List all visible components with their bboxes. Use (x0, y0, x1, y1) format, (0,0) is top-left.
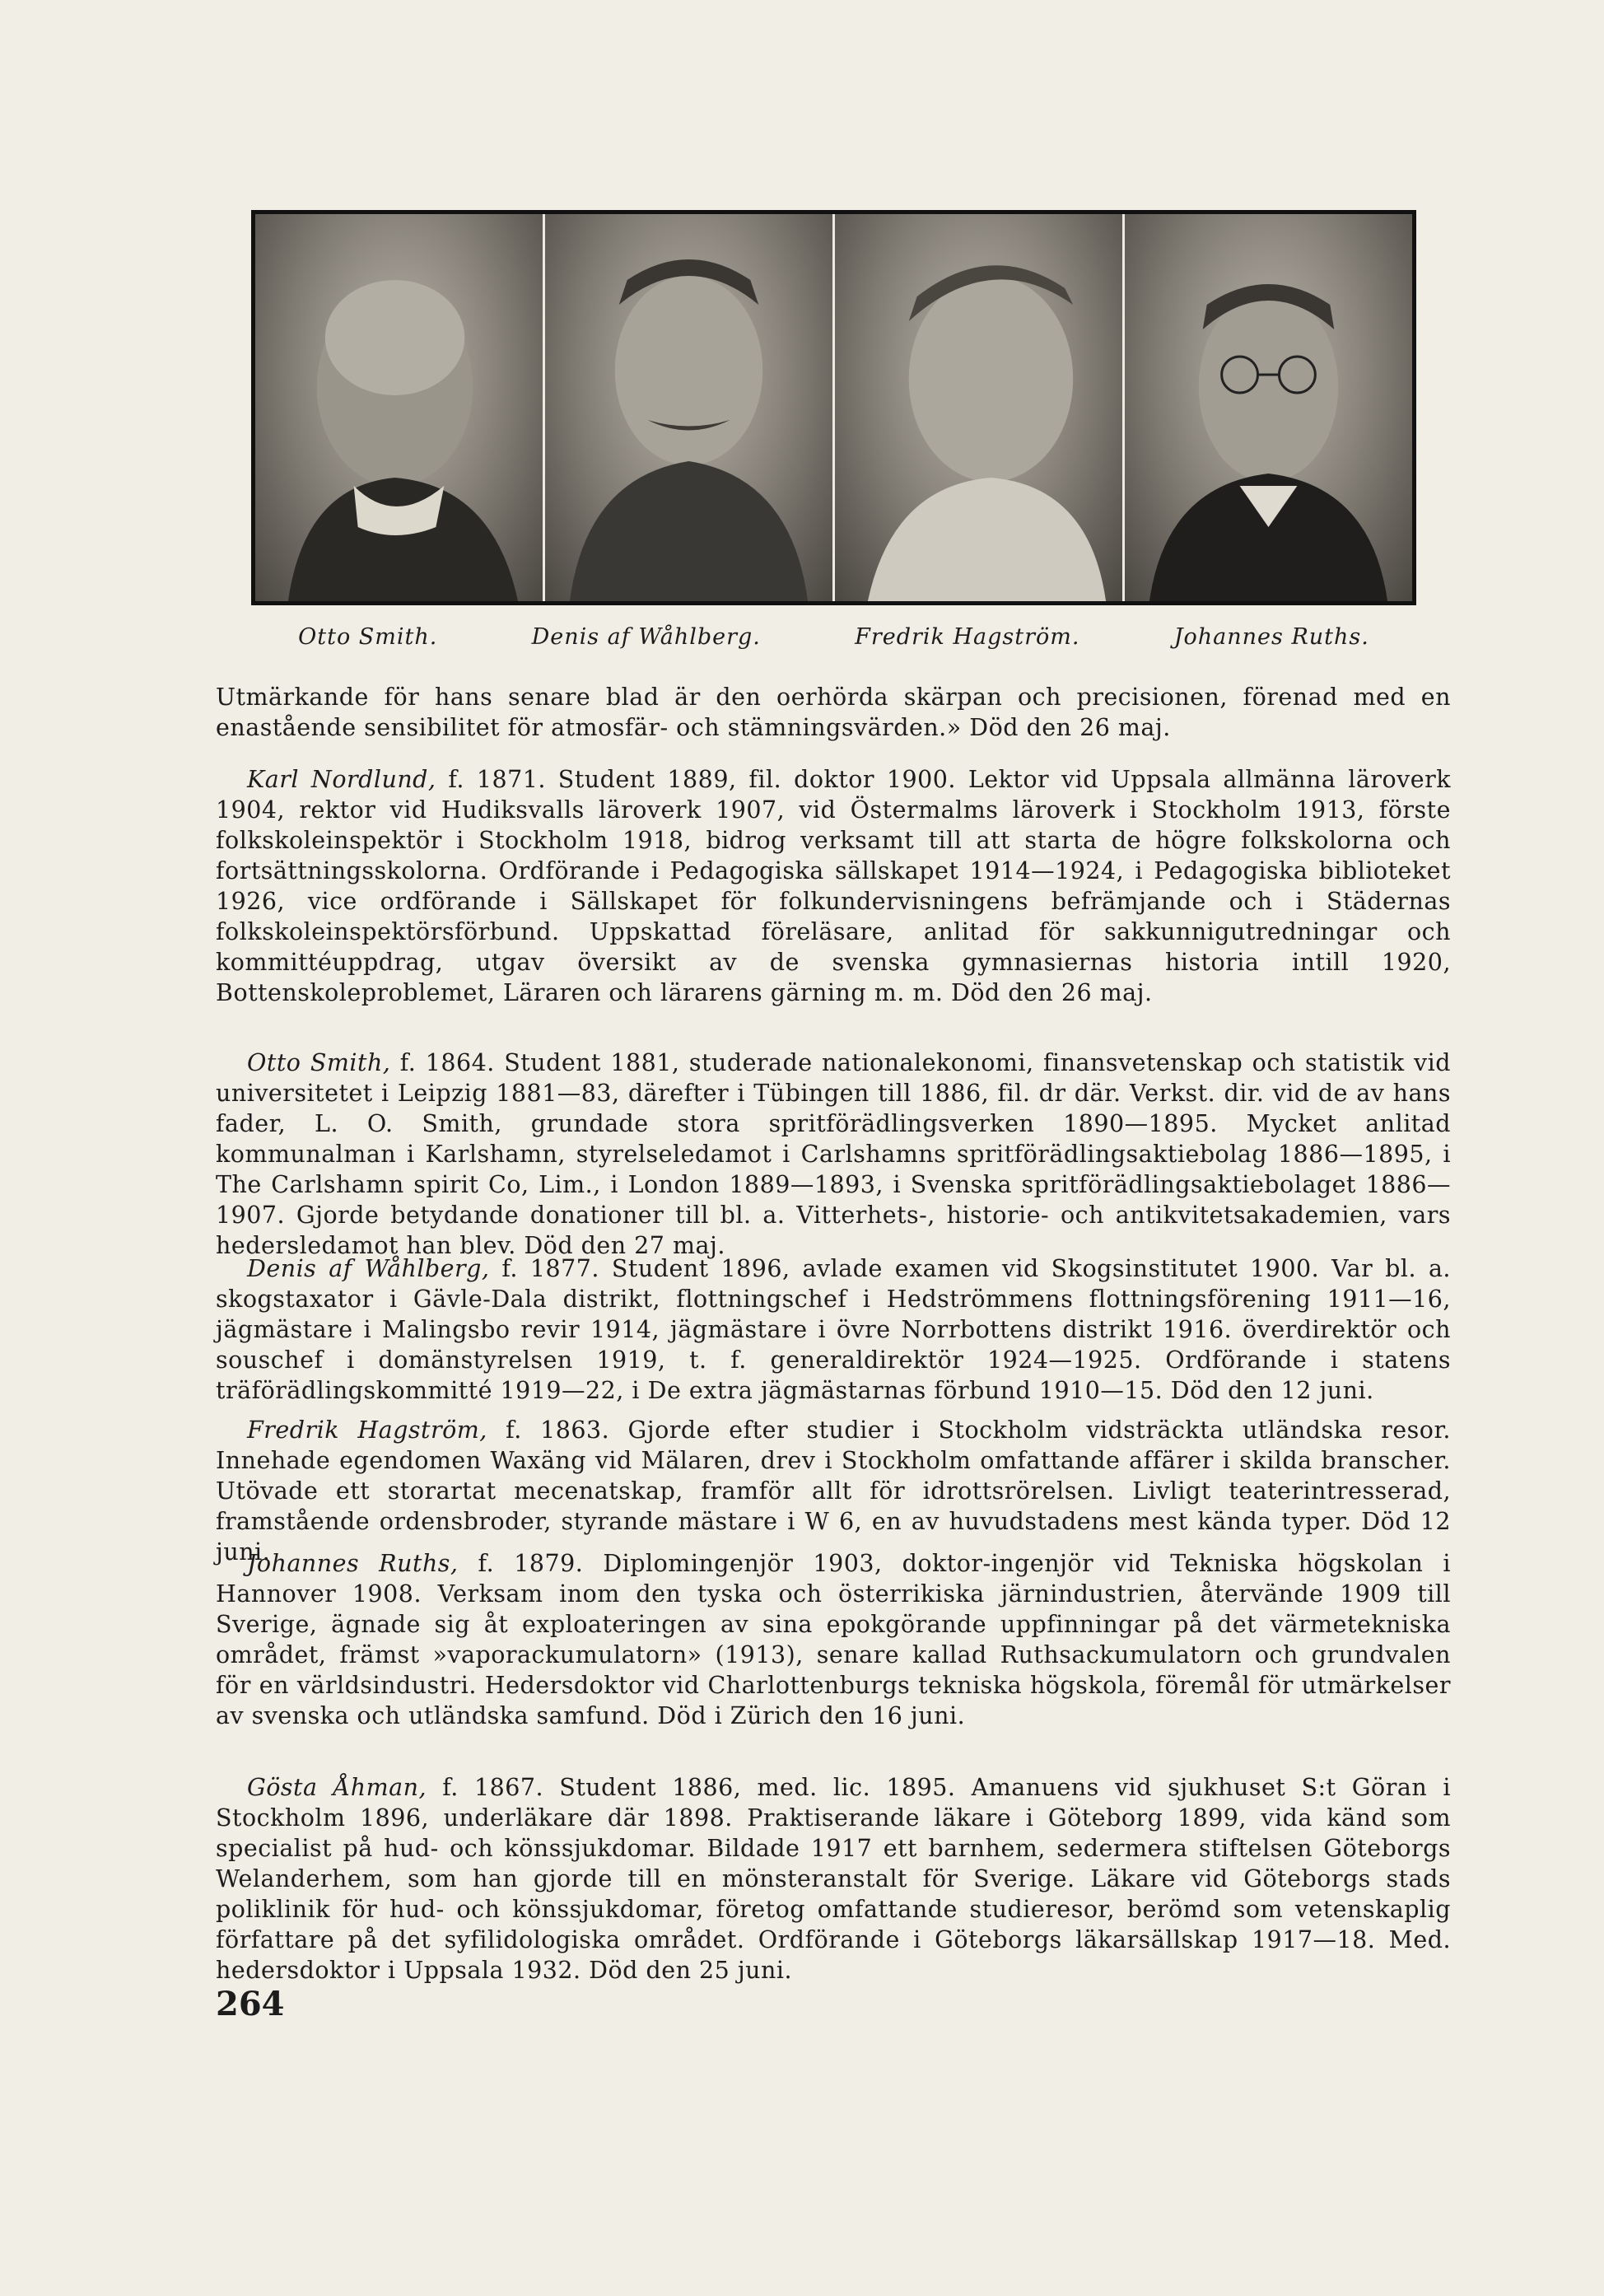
caption-otto-smith: Otto Smith. (298, 624, 438, 650)
entry-text: f. 1879. Diplomingenjör 1903, doktor-ingenjör vid Tekniska högskolan i Hannover 1908. Verksam inom den tyska och österrikiska järnindustrien, återvände 1909 till Sverige, ägnade sig åt exploateringen av sina epokgörande uppfinningar på det värmetekniska området, främst »vaporackumulatorn» (1913), senare kallad Ruthsackumulatorn och grundvalen för en världsindustri. Hedersdoktor vid Charlottenburgs tekniska högskola, föremål för utmärkelser av svenska och utländska samfund. Död i Zürich den 16 juni. (216, 1550, 1451, 1729)
portrait-fredrik-hagstrom (835, 214, 1125, 601)
entry-fredrik-hagstrom (216, 1415, 1451, 1567)
portrait-denis-af-wahlberg (545, 214, 835, 601)
portrait-strip (251, 210, 1416, 605)
entry-text: f. 1877. Student 1896, avlade examen vid Skogsinstitutet 1900. Var bl. a. skogstaxator i Gävle-Dala distrikt, flottningschef i Hedströmmens flottningsförening 1911—16, jägmästare i Malingsbo revir 1914, jägmästare i övre Norrbottens distrikt 1916. överdirektör och souschef i domänstyrelsen 1919, t. f. generaldirektör 1924—1925. Ordförande i statens träförädlingskommitté 1919—22, i De extra jägmästarnas förbund 1910—15. Död den 12 juni. (216, 1255, 1451, 1404)
entry-denis-af-wahlberg (216, 1253, 1451, 1406)
caption-fredrik-hagstrom: Fredrik Hagström. (855, 624, 1080, 650)
entry-johannes-ruths (216, 1548, 1451, 1731)
entry-text: f. 1864. Student 1881, studerade nationalekonomi, finansvetenskap och statistik vid universitetet i Leipzig 1881—83, därefter i Tübingen till 1886, fil. dr där. Verkst. dir. vid de av hans fader, L. O. Smith, grundade stora spritförädlingsverken 1890—1895. Mycket anlitad kommunalman i Karlshamn, styrelseledamot i Carlshamns spritförädlingsaktiebolag 1886—1895, i The Carlshamn spirit Co, Lim., i London 1889—1893, i Svenska spritförädlingsaktiebolaget 1886—1907. Gjorde betydande donationer till bl. a. Vitterhets-, historie- och antikvitetsakademien, vars hedersledamot han blev. Död den 27 maj. (216, 1049, 1451, 1259)
intro-paragraph: Utmärkande för hans senare blad är den oerhörda skärpan och precisionen, förenad med en enastående sensibilitet för atmosfär- och stämningsvärden.» Död den 26 maj. (216, 684, 1451, 741)
entry-name: Otto Smith, (247, 1049, 391, 1076)
portrait-captions (251, 624, 1416, 657)
entry-name: Fredrik Hagström, (247, 1416, 487, 1444)
entry-name: Denis af Wåhlberg, (247, 1255, 490, 1282)
page-number: 264 (216, 1985, 285, 2023)
entry-text: f. 1871. Student 1889, fil. doktor 1900. Lektor vid Uppsala allmänna läroverk 1904, rektor vid Hudiksvalls läroverk 1907, vid Östermalms läroverk i Stockholm 1913, förste folkskoleinspektör i Stockholm 1918, bidrog verksamt till att starta de högre folkskolorna och fortsättningsskolorna. Ordförande i Pedagogiska sällskapet 1914—1924, i Pedagogiska biblioteket 1926, vice ordförande i Sällskapet för folkundervisningens befrämjande och i Städernas folkskoleinspektörsförbund. Uppskattad föreläsare, anlitad för sakkunnigutredningar och kommittéuppdrag, utgav översikt av de svenska gymnasiernas historia intill 1920, Bottenskoleproblemet, Läraren och lärarens gärning m. m. Död den 26 maj. (216, 766, 1451, 1006)
entry-text: f. 1867. Student 1886, med. lic. 1895. Amanuens vid sjukhuset S:t Göran i Stockholm 1896, underläkare där 1898. Praktiserande läkare i Göteborg 1899, vida känd som specialist på hud- och könssjukdomar. Bildade 1917 ett barnhem, sedermera stiftelsen Göteborgs Welanderhem, som han gjorde till en mönsteranstalt för Sverige. Läkare vid Göteborgs stads poliklinik för hud- och könssjukdomar, företog omfattande studieresor, berömd som vetenskaplig författare på det syfilidologiska området. Ordförande i Göteborgs läkarsällskap 1917—18. Med. hedersdoktor i Uppsala 1932. Död den 25 juni. (216, 1774, 1451, 1984)
entry-name: Gösta Åhman, (247, 1774, 427, 1801)
portrait-johannes-ruths (1125, 214, 1412, 601)
portrait-otto-smith (255, 214, 545, 601)
caption-denis-af-wahlberg: Denis af Wåhlberg. (531, 624, 761, 650)
caption-johannes-ruths: Johannes Ruths. (1173, 624, 1369, 650)
intro-text (216, 682, 1451, 743)
entry-gosta-ahman (216, 1772, 1451, 1986)
entry-karl-nordlund (216, 764, 1451, 1008)
entry-otto-smith (216, 1048, 1451, 1261)
entry-name: Johannes Ruths, (247, 1550, 459, 1577)
entry-name: Karl Nordlund, (247, 766, 436, 793)
entry-text: f. 1863. Gjorde efter studier i Stockholm vidsträckta utländska resor. Innehade egendomen Waxäng vid Mälaren, drev i Stockholm omfattande affärer i skilda branscher. Utövade ett storartat mecenatskap, framför allt för idrottsrörelsen. Livligt teaterintresserad, framstående ordensbroder, styrande mästare i W 6, en av huvudstadens mest kända typer. Död 12 juni. (216, 1416, 1451, 1566)
